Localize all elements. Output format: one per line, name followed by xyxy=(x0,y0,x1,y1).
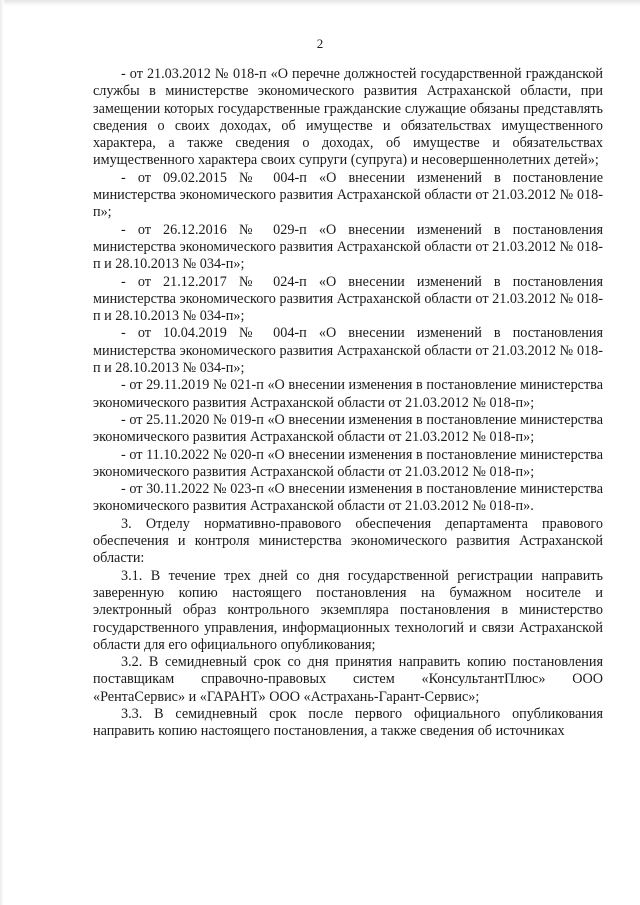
list-item-order-2012-018: - от 21.03.2012 № 018-п «О перечне должностей государственной гражданской службы в министерстве экономического развития Астраханской области, при замещении которых государственные гражданские служащие обязаны представлять сведения о своих доходах, об имуществе и обязательствах имущественного характера, а также сведения о доходах, об имуществе и обязательствах имущественного характера своих супруги (супруга) и несовершеннолетних детей»; xyxy=(93,66,603,169)
document-body xyxy=(93,66,603,741)
list-item-order-2022-020: - от 11.10.2022 № 020-п «О внесении изменения в постановление министерства экономического развития Астраханской области от 21.03.2012 № 018-п»; xyxy=(93,446,603,480)
list-item-order-2022-023: - от 30.11.2022 № 023-п «О внесении изменения в постановление министерства экономического развития Астраханской области от 21.03.2012 № 018-п». xyxy=(93,481,603,515)
list-item-order-2017-024: - от 21.12.2017 № 024-п «О внесении изменений в постановления министерства экономического развития Астраханской области от 21.03.2012 № 018-п и 28.10.2013 № 034-п»; xyxy=(93,273,603,325)
list-item-order-2019-021: - от 29.11.2019 № 021-п «О внесении изменения в постановление министерства экономического развития Астраханской области от 21.03.2012 № 018-п»; xyxy=(93,377,603,411)
list-item-order-2015-004: - от 09.02.2015 № 004-п «О внесении изменений в постановление министерства экономического развития Астраханской области от 21.03.2012 № 018-п»; xyxy=(93,169,603,221)
section-3-heading: 3. Отделу нормативно-правового обеспечения департамента правового обеспечения и контроля министерства экономического развития Астраханской области: xyxy=(93,515,603,567)
scan-left-edge xyxy=(0,0,4,905)
scan-top-edge xyxy=(0,0,640,6)
page-number: 2 xyxy=(316,36,324,51)
section-3-2: 3.2. В семидневный срок со дня принятия направить копию постановления поставщикам справочно-правовых систем «КонсультантПлюс» ООО «РентаСервис» и «ГАРАНТ» ООО «Астрахань-Гарант-Сервис»; xyxy=(93,654,603,705)
section-3-1: 3.1. В течение трех дней со дня государственной регистрации направить заверенную копию настоящего постановления на бумажном носителе и электронный образ контрольного экземпляра постановления в министерство государственного управления, информационных технологий и связи Астраханской области для его официального опубликования; xyxy=(93,567,603,653)
list-item-order-2019-004: - от 10.04.2019 № 004-п «О внесении изменений в постановления министерства экономического развития Астраханской области от 21.03.2012 № 018-п и 28.10.2013 № 034-п»; xyxy=(93,325,603,377)
list-item-order-2016-029: - от 26.12.2016 № 029-п «О внесении изменений в постановления министерства экономического развития Астраханской области от 21.03.2012 № 018-п и 28.10.2013 № 034-п»; xyxy=(93,221,603,273)
section-3-3: 3.3. В семидневный срок после первого официального опубликования направить копию настоящего постановления, а также сведения об источниках xyxy=(93,705,603,740)
list-item-order-2020-019: - от 25.11.2020 № 019-п «О внесении изменения в постановление министерства экономического развития Астраханской области от 21.03.2012 № 018-п»; xyxy=(93,411,603,446)
